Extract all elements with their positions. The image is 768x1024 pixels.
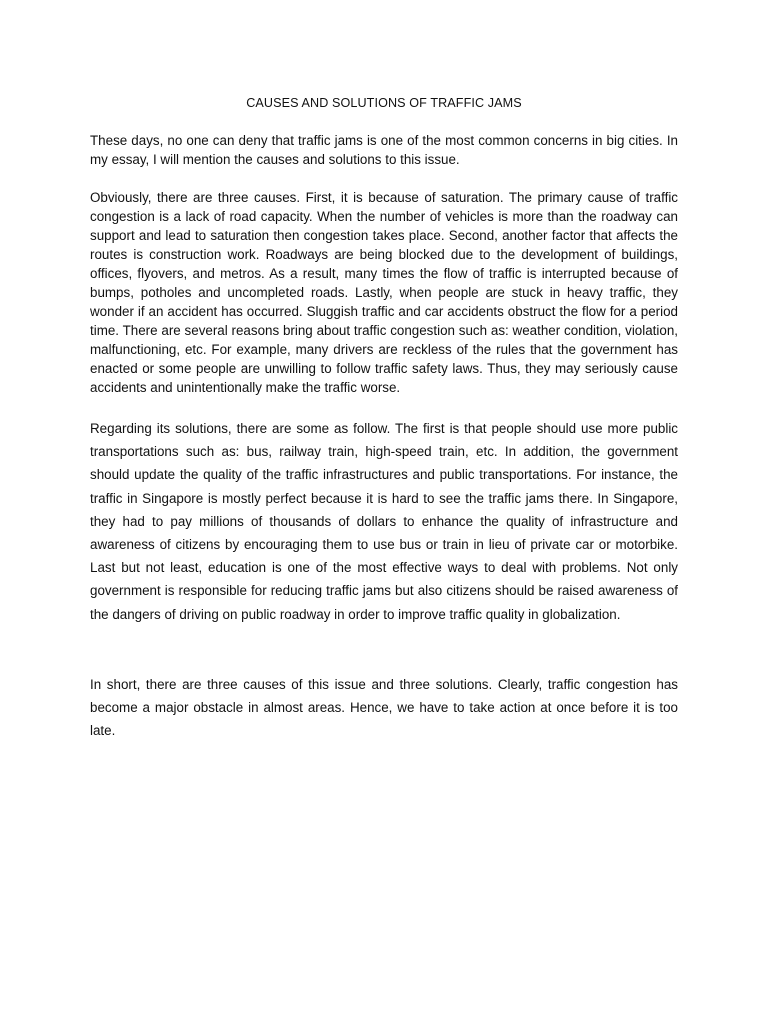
- paragraph-solutions: Regarding its solutions, there are some as follow. The first is that people should use more public transportations such as: bus, railway train, high-speed train, etc. In addition, the government should update the quality of the traffic infrastructures and public transportations. For instance, the traffic in Singapore is mostly perfect because it is hard to see the traffic jams there. In Singapore, they had to pay millions of thousands of dollars to enhance the quality of infrastructure and awareness of citizens by encouraging them to use bus or train in lieu of private car or motorbike. Last but not least, education is one of the most effective ways to deal with problems. Not only government is responsible for reducing traffic jams but also citizens should be raised awareness of the dangers of driving on public roadway in order to improve traffic quality in globalization.: [90, 421, 678, 622]
- paragraph-causes: Obviously, there are three causes. First, it is because of saturation. The primary cause of traffic congestion is a lack of road capacity. When the number of vehicles is more than the roadway can support and lead to saturation then congestion takes place. Second, another factor that affects the routes is construction work. Roadways are being blocked due to the development of buildings, offices, flyovers, and metros. As a result, many times the flow of traffic is interrupted because of bumps, potholes and uncompleted roads. Lastly, when people are stuck in heavy traffic, they wonder if an accident has occurred. Sluggish traffic and car accidents obstruct the flow for a period time. There are several reasons bring about traffic congestion such as: weather condition, violation, malfunctioning, etc. For example, many drivers are reckless of the rules that the government has enacted or some people are unwilling to follow traffic safety laws. Thus, they may seriously cause accidents and unintentionally make the traffic worse.: [90, 190, 678, 395]
- document-title: CAUSES AND SOLUTIONS OF TRAFFIC JAMS: [246, 96, 522, 110]
- paragraph-conclusion: In short, there are three causes of this issue and three solutions. Clearly, traffic congestion has become a major obstacle in almost areas. Hence, we have to take action at once before it is too late.: [90, 677, 678, 739]
- paragraph-introduction: These days, no one can deny that traffic jams is one of the most common concerns in big cities. In my essay, I will mention the causes and solutions to this issue.: [90, 133, 678, 167]
